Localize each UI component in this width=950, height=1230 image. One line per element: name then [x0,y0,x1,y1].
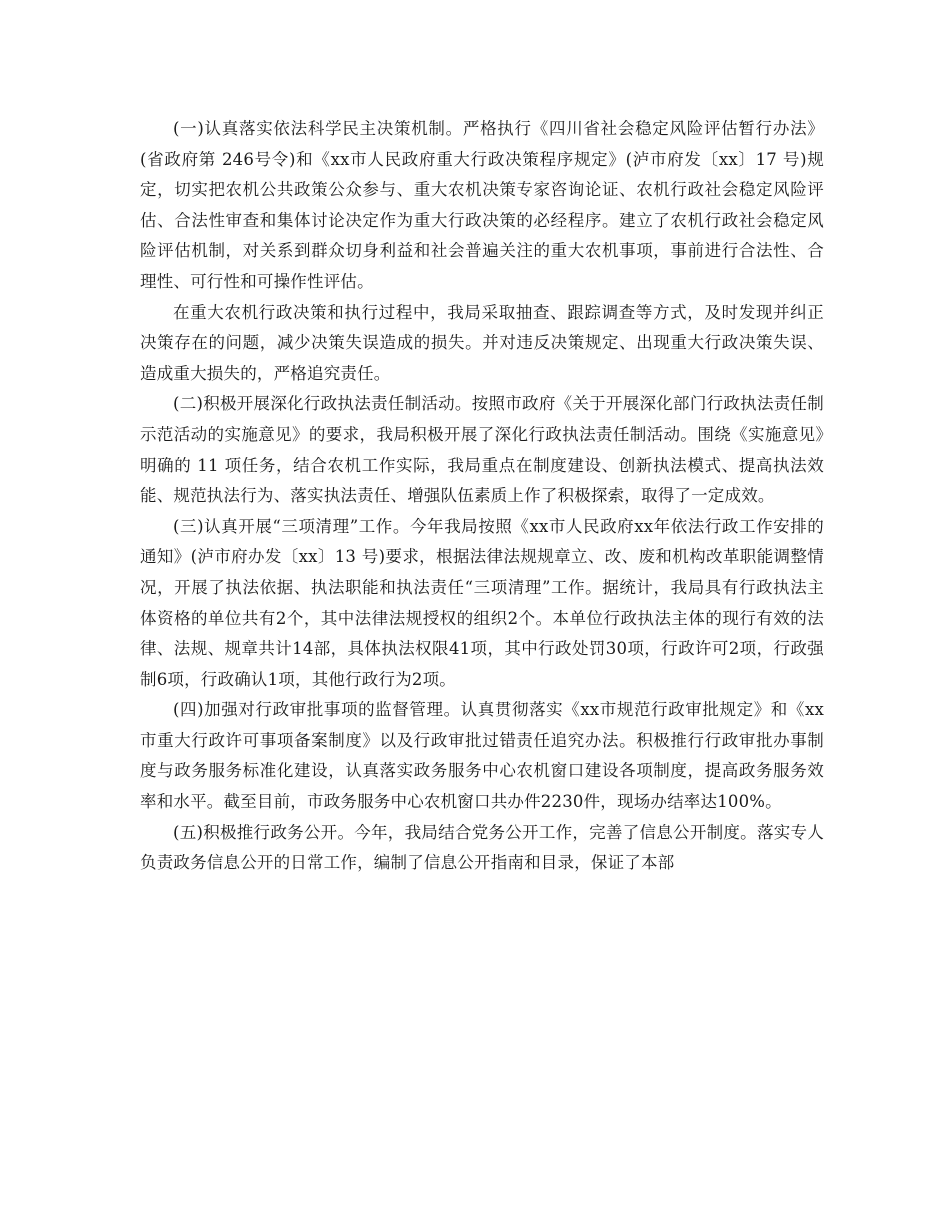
paragraph-government-affairs-disclosure: (五)积极推行政务公开。今年，我局结合党务公开工作，完善了信息公开制度。落实专人负责政务信息公开的日常工作，编制了信息公开指南和目录，保证了本部 [140,822,824,873]
paragraph-decision-mechanism: (一)认真落实依法科学民主决策机制。严格执行《四川省社会稳定风险评估暂行办法》(省政府第 246号令)和《xx市人民政府重大行政决策程序规定》(泸市府发〔xx〕17 号)规定，切实把农机公共政策公众参与、重大农机决策专家咨询论证、农机行政社会稳定风险评估、合法性审查和集体讨论决定作为重大行政决策的必经程序。建立了农机行政社会稳定风险评估机制，对关系到群众切身利益和社会普遍关注的重大农机事项，事前进行合法性、合理性、可行性和可操作性评估。 [140,119,824,291]
paragraph-decision-supervision: 在重大农机行政决策和执行过程中，我局采取抽查、跟踪调查等方式，及时发现并纠正决策存在的问题，减少决策失误造成的损失。并对违反决策规定、出现重大行政决策失误、造成重大损失的，严格追究责任。 [140,302,824,383]
paragraph-three-clearances: (三)认真开展“三项清理”工作。今年我局按照《xx市人民政府xx年依法行政工作安排的通知》(泸市府办发〔xx〕13 号)要求，根据法律法规规章立、改、废和机构改革职能调整情况，开展了执法依据、执法职能和执法责任“三项清理”工作。据统计，我局具有行政执法主体资格的单位共有2个，其中法律法规授权的组织2个。本单位行政执法主体的现行有效的法律、法规、规章共计14部，具体执法权限41项，其中行政处罚30项，行政许可2项，行政强制6项，行政确认1项，其他行政行为2项。 [140,516,824,689]
document-body [140,114,824,879]
paragraph-approval-supervision: (四)加强对行政审批事项的监督管理。认真贯彻落实《xx市规范行政审批规定》和《xx市重大行政许可事项备案制度》以及行政审批过错责任追究办法。积极推行行政审批办事制度与政务服务标准化建设，认真落实政务服务中心农机窗口建设各项制度，提高政务服务效率和水平。截至目前，市政务服务中心农机窗口共办件2230件，现场办结率达100%。 [140,700,824,812]
paragraph-enforcement-responsibility: (二)积极开展深化行政执法责任制活动。按照市政府《关于开展深化部门行政执法责任制示范活动的实施意见》的要求，我局积极开展了深化行政执法责任制活动。围绕《实施意见》明确的 11 项任务，结合农机工作实际，我局重点在制度建设、创新执法模式、提高执法效能、规范执法行为、落实执法责任、增强队伍素质上作了积极探索，取得了一定成效。 [140,394,824,506]
